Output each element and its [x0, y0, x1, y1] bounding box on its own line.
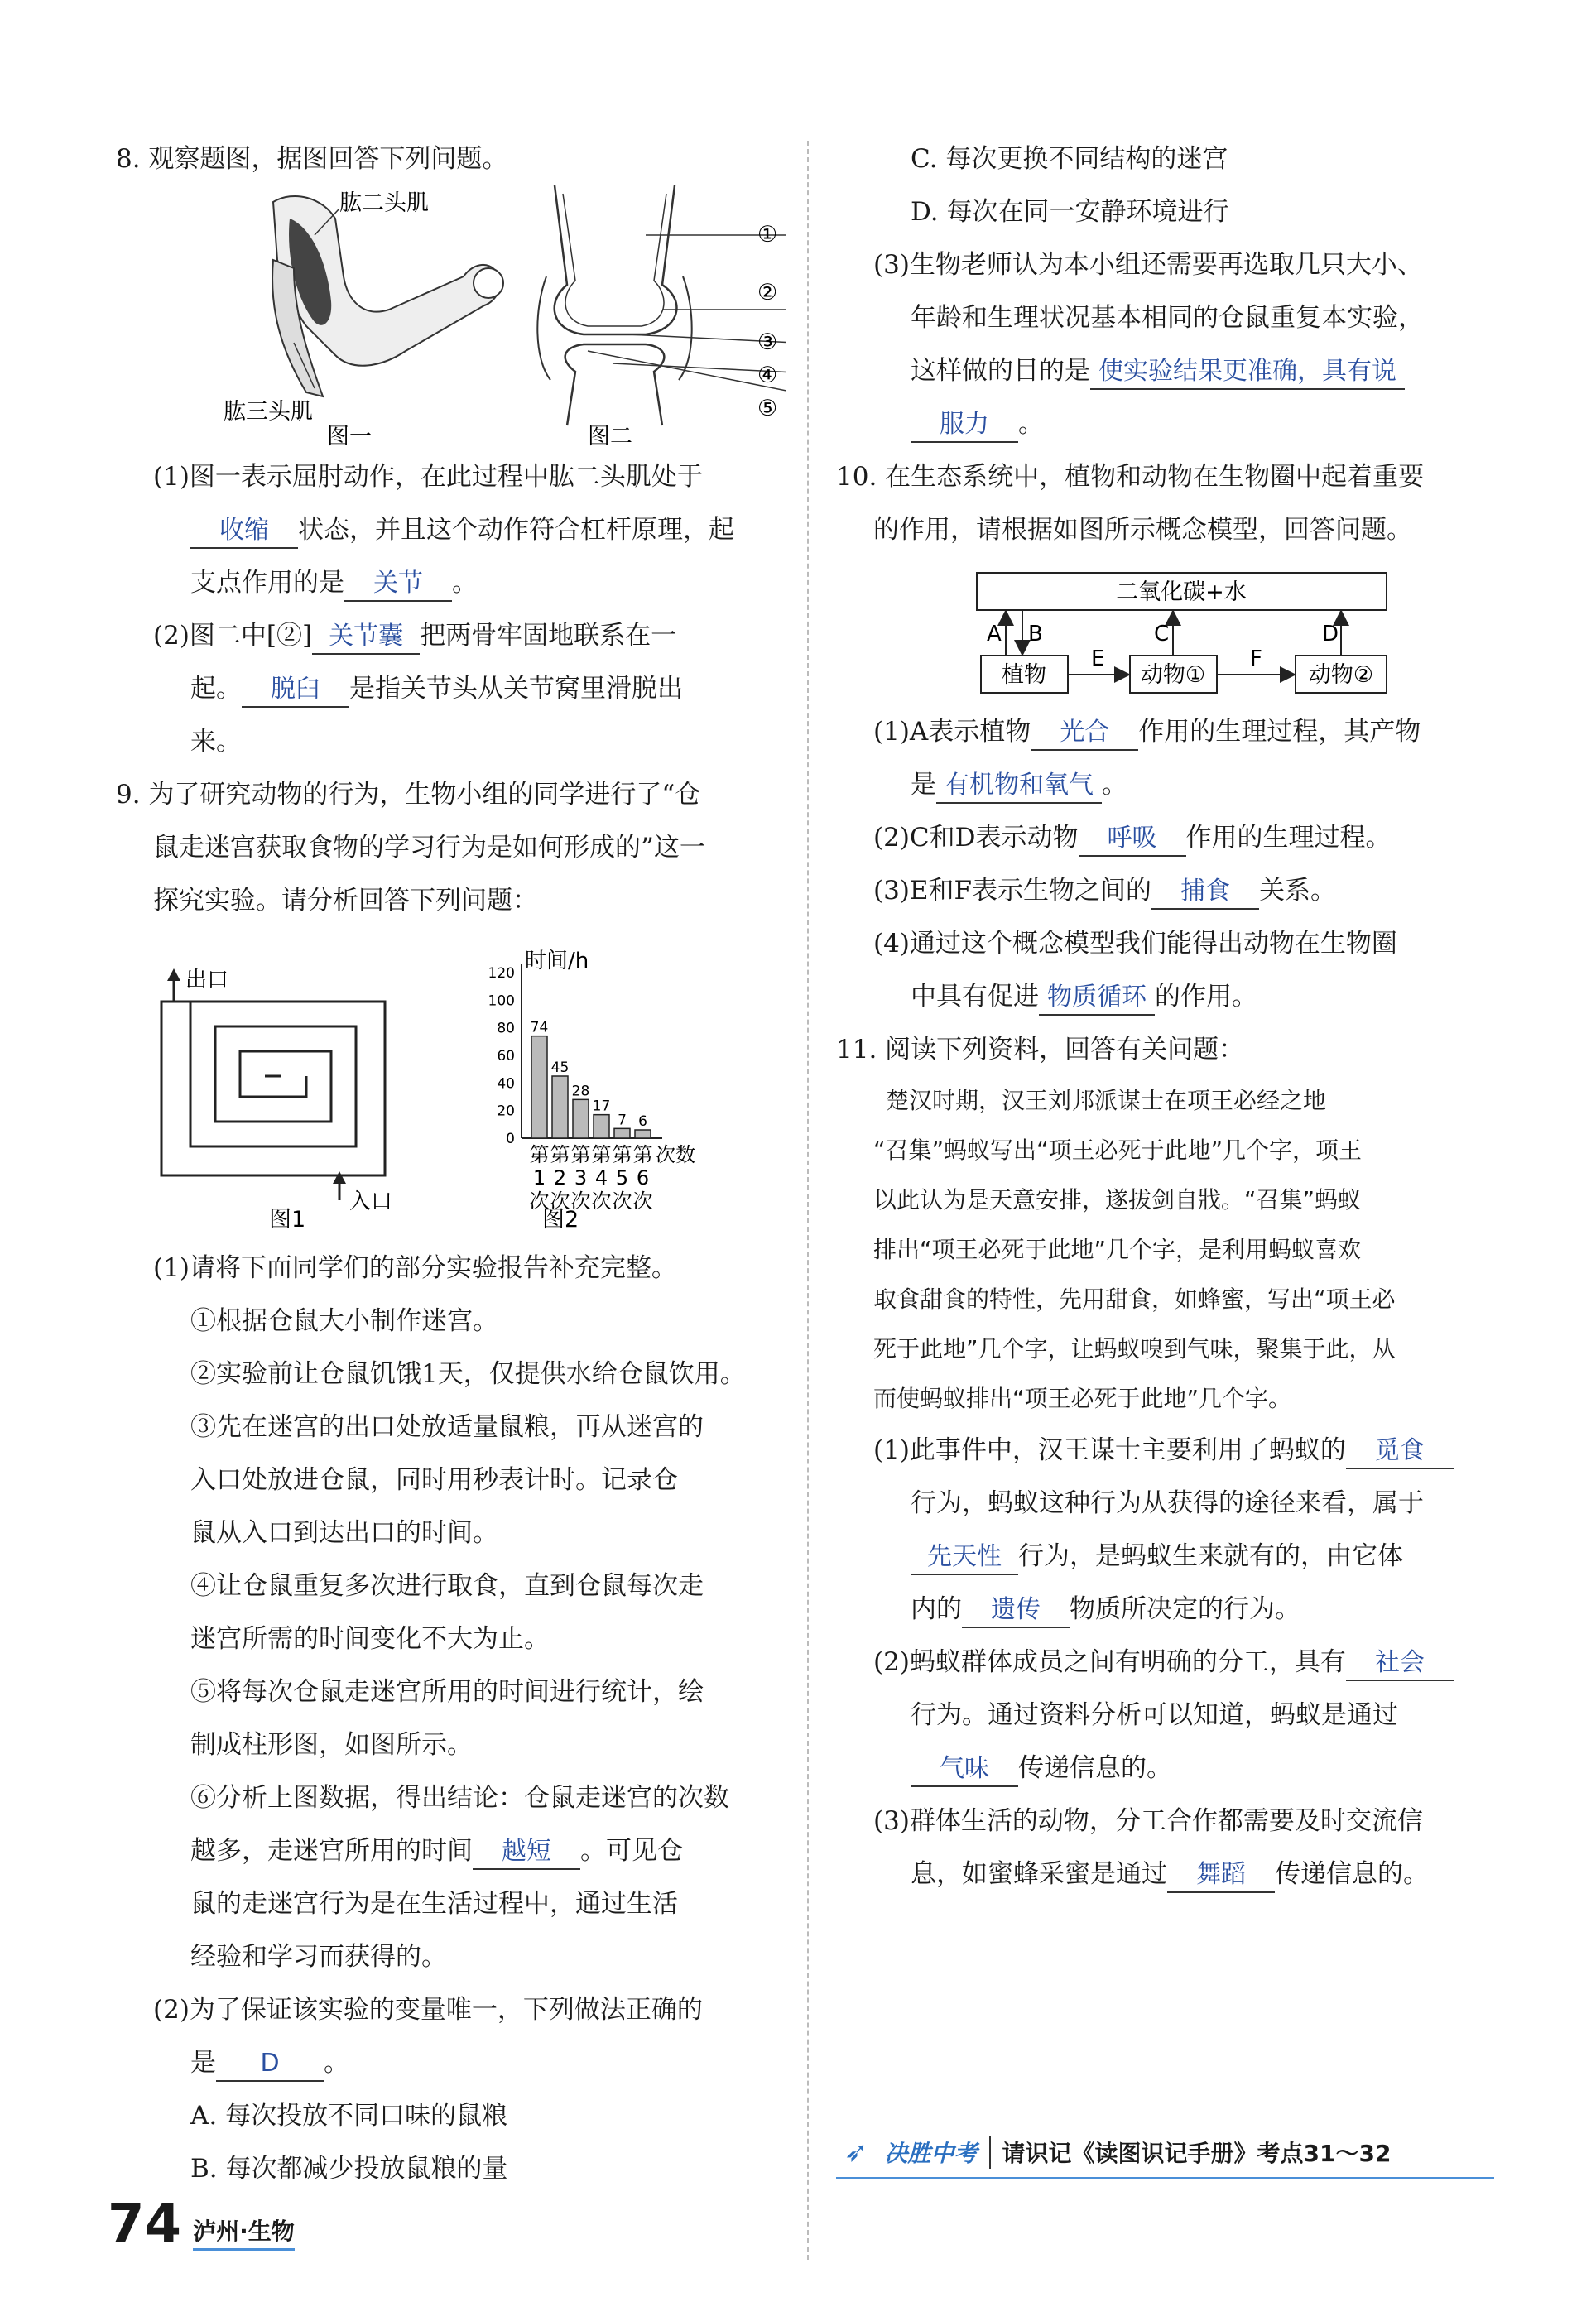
q9-stem-3: 探究实验。请分析回答下列问题： — [153, 886, 538, 916]
q9-s3-line4: 服力 。 — [836, 397, 1498, 450]
label-plant: 植物 — [1002, 662, 1046, 688]
x-tick-label: 次 — [591, 1189, 612, 1213]
q11-story-line: 死于此地”几个字，让蚂蚁嗅到气味，聚集于此，从 — [873, 1335, 1396, 1362]
x-tick-label: 第 — [550, 1143, 570, 1166]
bar-value-label: 7 — [618, 1112, 627, 1129]
label-a: A — [987, 622, 1002, 646]
q9-s2-line1: (2)为了保证该实验的变量唯一，下列做法正确的 — [153, 1995, 703, 2025]
y-axis-label: 时间/h — [525, 949, 589, 973]
label-co2-water: 二氧化碳+水 — [1116, 579, 1247, 605]
x-tick-label: 第 — [591, 1143, 612, 1166]
fig1-caption: 图一 — [327, 424, 372, 449]
exit-arrowhead — [167, 968, 180, 981]
x-tick-label: 第 — [529, 1143, 550, 1166]
q9-step3a: ③先在迷宫的出口处放适量鼠粮，再从迷宫的 — [190, 1412, 704, 1442]
answer-blank[interactable]: 社会 — [1346, 1646, 1454, 1681]
answer-blank[interactable]: 遗传 — [962, 1593, 1070, 1628]
answer-blank[interactable]: 关节囊 — [312, 620, 420, 655]
q10-diagram-svg — [836, 556, 1498, 705]
answer-blank[interactable]: 关节 — [344, 567, 452, 602]
label-animal-2: 动物② — [1308, 662, 1374, 688]
q11-s1-line1: (1)此事件中，汉王谋士主要利用了蚂蚁的 觅食 — [836, 1424, 1498, 1477]
label-b: B — [1028, 622, 1043, 646]
joint-illustration — [537, 185, 786, 425]
x-tick-label: 2 — [553, 1166, 567, 1189]
answer-blank[interactable]: 舞蹈 — [1167, 1858, 1275, 1893]
q9-s3-line1: (3)生物老师认为本小组还需要再选取几只大小、 — [873, 250, 1423, 280]
q11-story-line: 以此认为是天意安排，遂拔剑自戕。“召集”蚂蚁 — [873, 1186, 1362, 1213]
q8-s1-line3: 支点作用的是 关节 。 — [116, 556, 786, 609]
answer-blank[interactable]: 收缩 — [190, 514, 298, 549]
label-animal-1: 动物① — [1140, 662, 1206, 688]
x-tick-label: 4 — [594, 1166, 608, 1189]
q10-s1-line1: (1)A表示植物 光合 作用的生理过程，其产物 — [836, 705, 1498, 758]
q9-option-b: B. 每次都减少投放鼠粮的量 — [190, 2154, 508, 2184]
answer-blank[interactable]: 捕食 — [1151, 875, 1259, 910]
q9-stem-1: 9. 为了研究动物的行为，生物小组的同学进行了“仓 — [116, 780, 701, 810]
q9-step2: ②实验前让仓鼠饥饿1天，仅提供水给仓鼠饮用。 — [190, 1359, 746, 1389]
q9-option-c: C. 每次更换不同结构的迷宫 — [911, 144, 1228, 174]
label-d: D — [1322, 622, 1339, 646]
runner-icon: ➶ — [844, 2136, 868, 2169]
x-tick-label: 次 — [570, 1189, 591, 1213]
q8-figures — [116, 185, 786, 450]
label-f: F — [1250, 646, 1262, 671]
q9-step3c: 鼠从入口到达出口的时间。 — [190, 1518, 498, 1548]
maze-exit-label: 出口 — [185, 968, 229, 992]
bar — [635, 1130, 651, 1138]
q9-stem-2: 鼠走迷宫获取食物的学习行为是如何形成的”这一 — [153, 833, 705, 863]
answer-blank[interactable]: 脱臼 — [242, 673, 349, 708]
q11-stem: 11. 阅读下列资料，回答有关问题： — [836, 1035, 1245, 1064]
answer-blank[interactable]: 物质循环 — [1039, 981, 1155, 1016]
q8-s1-line1: (1)图一表示屈肘动作，在此过程中肱二头肌处于 — [153, 462, 703, 492]
bar — [531, 1036, 547, 1138]
x-tick-label: 6 — [636, 1166, 650, 1189]
q8-s2-line1: (2)图二中[②] 关节囊 把两骨牢固地联系在一 — [116, 609, 786, 662]
label-triceps: 肱三头肌 — [224, 399, 313, 425]
q8-s2-line3: 来。 — [190, 727, 242, 757]
x-axis-label: 次数 — [656, 1143, 695, 1166]
maze-caption: 图1 — [269, 1207, 306, 1233]
page-footer — [108, 2194, 295, 2255]
q9-step6d: 鼠的走迷宫行为是在生活过程中，通过生活 — [190, 1889, 678, 1919]
x-tick-label: 第 — [612, 1143, 632, 1166]
q11-s3-line2: 息，如蜜蜂采蜜是通过 舞蹈 传递信息的。 — [836, 1848, 1498, 1901]
fig2-caption: 图二 — [588, 424, 632, 449]
x-tick-label: 次 — [612, 1189, 632, 1213]
column-divider — [807, 141, 809, 2260]
q9-s2-line2: 是 D 。 — [116, 2036, 786, 2089]
bar-value-label: 74 — [530, 1019, 549, 1036]
q10-s1-line2: 是 有机物和氧气 。 — [836, 758, 1498, 811]
q9-step5a: ⑤将每次仓鼠走迷宫所用的时间进行统计，绘 — [190, 1677, 704, 1707]
bar-value-label: 6 — [638, 1113, 647, 1130]
left-column — [116, 132, 786, 2195]
answer-blank[interactable]: 呼吸 — [1079, 822, 1186, 857]
q11-story-line: 而使蚂蚁排出“项王必死于此地”几个字。 — [873, 1385, 1292, 1412]
q11-s2-line2: 行为。通过资料分析可以知道，蚂蚁是通过 — [911, 1700, 1398, 1730]
x-tick-label: 次 — [529, 1189, 550, 1213]
bar-chart — [488, 949, 695, 1213]
q11-story-line: 取食甜食的特性，先用甜食，如蜂蜜，写出“项王必 — [873, 1286, 1396, 1313]
q11-s2-line3: 气味 传递信息的。 — [836, 1742, 1498, 1795]
q9-figures-svg — [116, 927, 786, 1242]
entry-arrowhead — [333, 1171, 346, 1184]
y-tick-label: 40 — [497, 1075, 515, 1093]
q8-stem: 8. 观察题图，据图回答下列问题。 — [116, 144, 508, 174]
q11-s3-line1: (3)群体生活的动物，分工合作都需要及时交流信 — [873, 1806, 1423, 1836]
answer-blank[interactable]: 觅食 — [1346, 1435, 1454, 1469]
q10-stem-2: 的作用，请根据如图所示概念模型，回答问题。 — [873, 515, 1412, 545]
marker-1: ① — [757, 222, 778, 248]
q9-step6b: 越多，走迷宫所用的时间 越短 。可见仓 — [116, 1824, 786, 1877]
bar — [552, 1076, 568, 1138]
x-tick-label: 1 — [532, 1166, 546, 1189]
q8-figures-svg — [116, 185, 786, 450]
answer-blank[interactable]: 使实验结果更准确，具有说 — [1090, 355, 1405, 390]
marker-3: ③ — [757, 329, 778, 355]
q9-step5b: 制成柱形图，如图所示。 — [190, 1730, 473, 1760]
q11-s1-line4: 内的 遗传 物质所决定的行为。 — [836, 1583, 1498, 1636]
footer-note: 请识记《读图识记手册》考点31～32 — [989, 2136, 1392, 2169]
q9-step1: ①根据仓鼠大小制作迷宫。 — [190, 1306, 498, 1336]
bar — [573, 1099, 589, 1138]
maze-entry-label: 入口 — [349, 1189, 393, 1214]
y-tick-label: 20 — [497, 1103, 515, 1120]
q10-stem-1: 10. 在生态系统中，植物和动物在生物圈中起着重要 — [836, 462, 1425, 492]
label-e: E — [1091, 646, 1105, 671]
q8-s1-line2: 收缩 状态，并且这个动作符合杠杆原理，起 — [116, 503, 786, 556]
q9-step3b: 入口处放进仓鼠，同时用秒表计时。记录仓 — [190, 1465, 678, 1495]
q10-s2: (2)C和D表示动物 呼吸 作用的生理过程。 — [836, 811, 1498, 864]
bar — [594, 1115, 609, 1138]
y-tick-label: 100 — [488, 992, 515, 1010]
q11-s2-line1: (2)蚂蚁群体成员之间有明确的分工，具有 社会 — [836, 1636, 1498, 1689]
answer-blank[interactable]: 先天性 — [911, 1540, 1018, 1575]
y-tick-label: 80 — [497, 1020, 515, 1037]
y-tick-label: 120 — [488, 965, 515, 982]
q9-option-a: A. 每次投放不同口味的鼠粮 — [190, 2101, 508, 2131]
q11-story-line: 楚汉时期，汉王刘邦派谋士在项王必经之地 — [886, 1087, 1327, 1114]
marker-2: ② — [757, 280, 778, 305]
q9-step4b: 迷宫所需的时间变化不大为止。 — [190, 1624, 550, 1654]
brand-logo: 决胜中考 — [884, 2140, 978, 2167]
q9-s3-line3: 这样做的目的是 使实验结果更准确，具有说 — [836, 344, 1498, 397]
label-c: C — [1154, 622, 1170, 646]
q9-option-d: D. 每次在同一安静环境进行 — [911, 197, 1229, 227]
q9-figures — [116, 927, 786, 1242]
q10-s4-line2: 中具有促进 物质循环 的作用。 — [836, 970, 1498, 1023]
q9-s3-line2: 年龄和生理状况基本相同的仓鼠重复本实验， — [911, 303, 1424, 333]
answer-blank[interactable]: 气味 — [911, 1752, 1018, 1787]
label-biceps: 肱二头肌 — [339, 190, 429, 216]
q10-diagram — [836, 556, 1498, 705]
bar-value-label: 28 — [571, 1083, 590, 1100]
x-tick-label: 3 — [574, 1166, 588, 1189]
marker-5: ⑤ — [757, 396, 778, 421]
answer-blank[interactable]: 光合 — [1031, 716, 1138, 751]
q11-s1-line2: 行为，蚂蚁这种行为从获得的途径来看，属于 — [911, 1488, 1424, 1518]
answer-blank[interactable]: 有机物和氧气 — [936, 769, 1102, 804]
page-number: 74 — [108, 2194, 182, 2255]
x-tick-label: 第 — [632, 1143, 653, 1166]
right-column — [836, 132, 1498, 1901]
bar-value-label: 17 — [592, 1098, 611, 1115]
q9-s1: (1)请将下面同学们的部分实验报告补充完整。 — [153, 1253, 677, 1283]
q9-step4a: ④让仓鼠重复多次进行取食，直到仓鼠每次走 — [190, 1571, 704, 1601]
q11-story-line: “召集”蚂蚁写出“项王必死于此地”几个字，项王 — [873, 1137, 1363, 1164]
maze — [161, 1002, 385, 1175]
bar — [614, 1128, 630, 1138]
arm-illustration — [272, 196, 503, 396]
answer-blank[interactable]: 越短 — [473, 1835, 580, 1870]
q11-s1-line3: 先天性 行为，是蚂蚁生来就有的，由它体 — [836, 1530, 1498, 1583]
q11-story-line: 排出“项王必死于此地”几个字，是利用蚂蚁喜欢 — [873, 1236, 1362, 1263]
bar-value-label: 45 — [550, 1060, 570, 1076]
x-tick-label: 次 — [632, 1189, 653, 1213]
y-tick-label: 0 — [506, 1131, 515, 1147]
answer-blank[interactable]: D — [216, 2047, 324, 2082]
x-tick-label: 第 — [570, 1143, 591, 1166]
marker-4: ④ — [757, 363, 778, 388]
x-tick-label: 5 — [615, 1166, 629, 1189]
answer-blank[interactable]: 服力 — [911, 408, 1018, 443]
q10-s4-line1: (4)通过这个概念模型我们能得出动物在生物圈 — [873, 929, 1397, 959]
q9-step6e: 经验和学习而获得的。 — [190, 1942, 447, 1972]
y-tick-label: 60 — [497, 1048, 515, 1064]
footer-banner — [836, 2127, 1494, 2179]
book-subject: 泸州·生物 — [193, 2213, 295, 2251]
chart-caption: 图2 — [542, 1207, 579, 1233]
q10-s3: (3)E和F表示生物之间的 捕食 关系。 — [836, 864, 1498, 917]
q9-step6a: ⑥分析上图数据，得出结论：仓鼠走迷宫的次数 — [190, 1783, 729, 1813]
x-tick-label: 次 — [550, 1189, 570, 1213]
q8-s2-line2: 起。 脱臼 是指关节头从关节窝里滑脱出 — [116, 662, 786, 715]
